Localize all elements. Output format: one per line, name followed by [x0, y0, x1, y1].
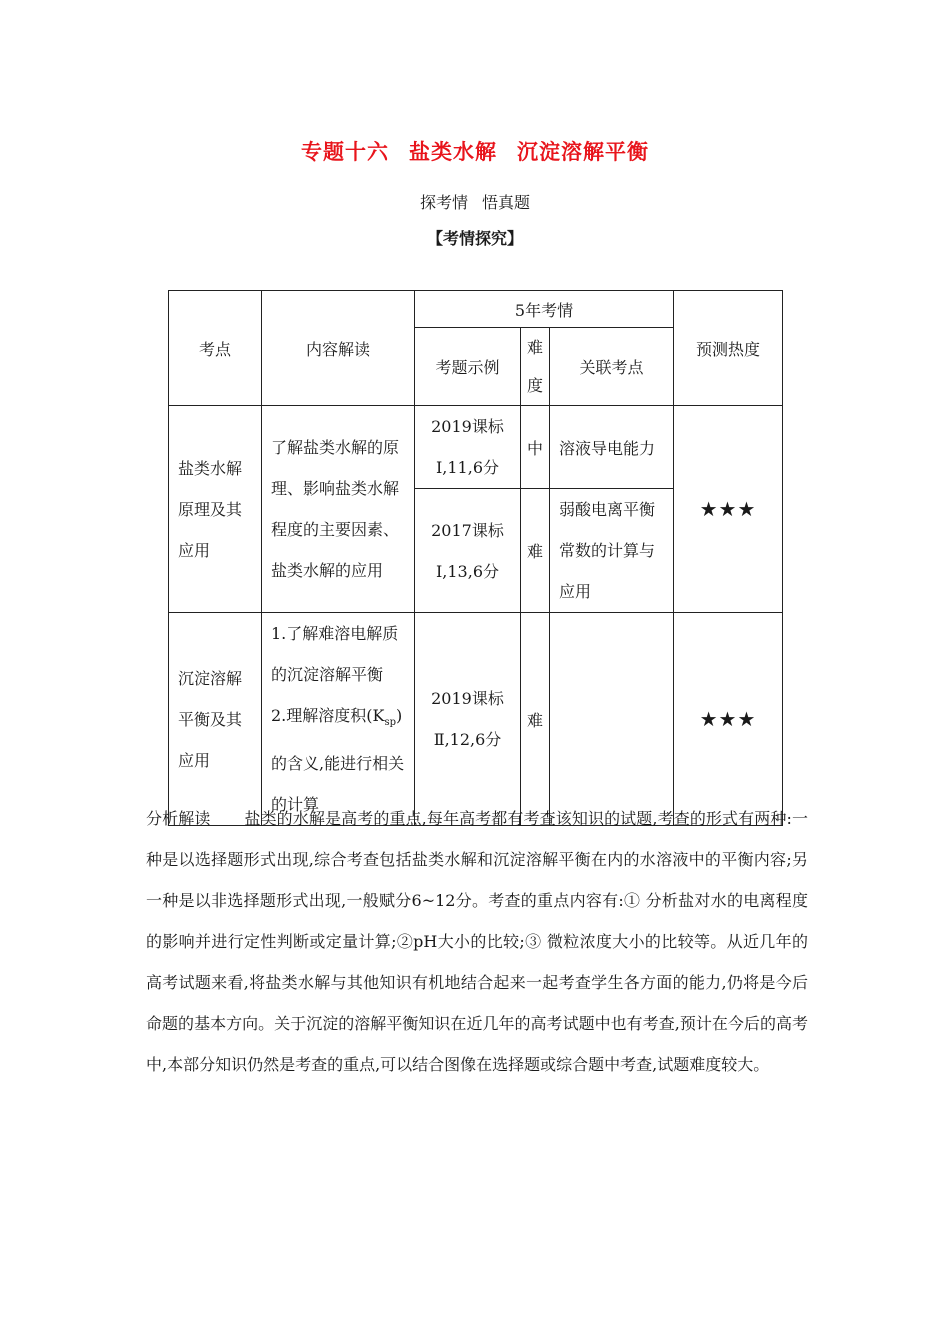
row1b-difficulty: 难 [521, 489, 550, 613]
row2-neirong-line1: 1.了解难溶电解质的沉淀溶解平衡 [271, 624, 399, 684]
row2-related [550, 613, 674, 826]
exam-analysis-table [168, 290, 783, 826]
row1-kaodian: 盐类水解原理及其应用 [169, 406, 262, 613]
row2-neirong-line2-suffix: )的含义,能进行相关的计算 [271, 706, 405, 815]
subtitle-part-2: 悟真题 [482, 193, 531, 212]
page-title [0, 136, 950, 166]
page-subtitle [0, 190, 950, 213]
row1-forecast-stars: ★★★ [674, 406, 783, 613]
analysis-label: 分析解读 [146, 809, 211, 828]
row1-neirong: 了解盐类水解的原理、影响盐类水解程度的主要因素、盐类水解的应用 [262, 406, 415, 613]
title-topic-2: 沉淀溶解平衡 [517, 140, 649, 164]
row2-difficulty: 难 [521, 613, 550, 826]
header-difficulty: 难度 [521, 328, 550, 406]
ksp-subscript: sp [384, 717, 397, 729]
analysis-text: 盐类的水解是高考的重点,每年高考都有考查该知识的试题,考查的形式有两种:一种是以选择题形式出现,综合考查包括盐类水解和沉淀溶解平衡在内的水溶液中的平衡内容;另一种是以非选择题形式出现,一般赋分6~12分。考查的重点内容有:① 分析盐对水的电离程度的影响并进行定性判断或定量计算;②pH大小的比较;③ 微粒浓度大小的比较等。从近几年的高考试题来看,将盐类水解与其他知识有机地结合起来一起考查学生各方面的能力,仍将是今后命题的基本方向。关于沉淀的溶解平衡知识在近几年的高考试题中也有考查,预计在今后的高考中,本部分知识仍然是考查的重点,可以结合图像在选择题或综合题中考查,试题难度较大。 [146, 809, 808, 1074]
section-heading: 【考情探究】 [426, 229, 523, 248]
row1a-related: 溶液导电能力 [550, 406, 674, 489]
title-topic-1: 盐类水解 [409, 140, 497, 164]
row1a-example: 2019课标Ⅰ,11,6分 [415, 406, 521, 489]
row2-forecast-stars: ★★★ [674, 613, 783, 826]
subtitle-part-1: 探考情 [419, 193, 468, 212]
row1b-related: 弱酸电离平衡常数的计算与应用 [550, 489, 674, 613]
row1b-example: 2017课标Ⅰ,13,6分 [415, 489, 521, 613]
header-example: 考题示例 [415, 328, 521, 406]
title-topic-number: 专题十六 [301, 140, 389, 164]
header-forecast: 预测热度 [674, 291, 783, 406]
header-neirong: 内容解读 [262, 291, 415, 406]
row2-kaodian: 沉淀溶解平衡及其应用 [169, 613, 262, 826]
row1a-difficulty: 中 [521, 406, 550, 489]
header-five-years: 5年考情 [415, 291, 674, 328]
row2-neirong-line2-prefix: 2.理解溶度积(K [271, 706, 385, 725]
analysis-paragraph [146, 798, 808, 1085]
header-related: 关联考点 [550, 328, 674, 406]
row2-neirong [262, 613, 415, 826]
header-kaodian: 考点 [169, 291, 262, 406]
row2-example: 2019课标Ⅱ,12,6分 [415, 613, 521, 826]
